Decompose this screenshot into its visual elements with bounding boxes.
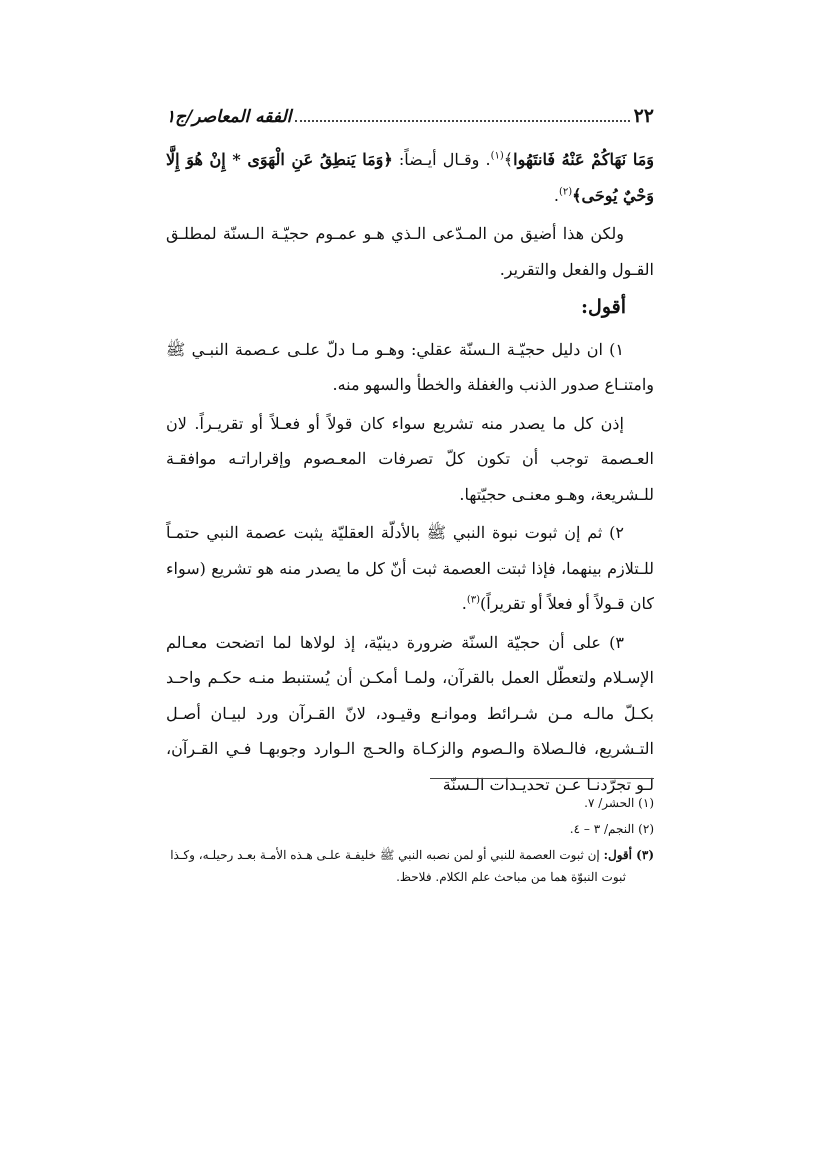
paragraph-quran-quote bbox=[166, 142, 654, 213]
running-title: الفقه المعاصر/ج١ bbox=[166, 107, 292, 127]
footnote-1: (١) الحشر/ ٧. bbox=[584, 796, 654, 810]
footnote-3-label: (٣) أقول: bbox=[603, 848, 654, 862]
paragraph-2: ولكن هذا أضيق من المـدّعى الـذي هـو عمـوم حجيّـة الـسنّة لمطلـق القـول والفعل والتقرير. bbox=[166, 224, 654, 279]
footnote-3-text: إن ثبوت العصمة للنبي أو لمن نصبه النبي ﷺ خليفـة علـى هـذه الأمـة بعـد رحيلـه، وكـذا bbox=[170, 848, 604, 862]
footnote-2: (٢) النجم/ ٣ – ٤. bbox=[569, 822, 654, 836]
paragraph-point-2 bbox=[166, 515, 654, 622]
footnote-ref-3: (٣) bbox=[466, 594, 480, 606]
quran-verse-b: ﴿وَمَا يَنطِقُ عَنِ الْهَوَى * إِنْ هُوَ إِلَّا وَحْيٌ يُوحَى﴾ bbox=[166, 150, 654, 205]
footnote-separator bbox=[430, 778, 654, 779]
footnote-ref-2: (٢) bbox=[558, 186, 573, 198]
footnote-3 bbox=[166, 844, 654, 888]
quote-connector: . وقـال أيـضاً: bbox=[392, 150, 491, 169]
page-header bbox=[166, 98, 654, 126]
footnote-ref-1: (١) bbox=[490, 150, 504, 162]
point-2-text: ٢) ثم إن ثبوت نبوة النبي ﷺ بالأدلّة العقليّة يثبت عصمة النبي حتمـاً للـتلازم بينهما، فإذا ثبتت العصمة ثبت أنّ كل ما يصدر منه هو تشريع (سواء كان قـولاً أو فعلاً أو تقريراً) bbox=[166, 523, 654, 613]
footnote-3-continuation: ثبوت النبوّة هما من مباحث علم الكلام. فلاحظ. bbox=[396, 870, 626, 884]
quran-bracket-close: ﴾ bbox=[503, 150, 514, 169]
header-leader-dots bbox=[295, 120, 629, 122]
paragraph-point-3: ٣) على أن حجيّة السنّة ضرورة دينيّة، إذ لولاها لما اتضحت معـالم الإسـلام ولتعطّل العمل بالقرآن، ولمـا أمكـن أن يُستنبط منـه حكـم واحـد بكـلّ مالـه مـن شـرائط وموانـع وقيـود، لانّ القـرآن ورد لبيـان أصـل التـشريع، فالـصلاة والـصوم والزكـاة والحـج الـوارد وجوبهـا فـي القـرآن، لـو تجرّدنـا عـن تحديـدات الـسنّة bbox=[166, 632, 654, 794]
main-text bbox=[166, 142, 654, 805]
section-heading: أقول: bbox=[581, 296, 626, 318]
paragraph-point-1: ١) ان دليل حجيّـة الـسنّة عقلي: وهـو مـا دلّ علـى عـصمة النبـي ﷺ وامتنـاع صدور الذنب والغفلة والخطأ والسهو منه. bbox=[166, 339, 654, 394]
point-2-end: . bbox=[461, 594, 467, 613]
paragraph-4: إذن كل ما يصدر منه تشريع سواء كان قولاً أو فعـلاً أو تقريـراً. لان العـصمة توجب أن تكون كلّ تصرفات المعـصوم وإقراراتـه موافقـة للـشريعة، وهـو معنـى حجيّتها. bbox=[166, 413, 654, 504]
quote-end: . bbox=[553, 185, 559, 205]
quran-verse-a: وَمَا نَهَاكُمْ عَنْهُ فَانتَهُوا bbox=[513, 150, 654, 169]
footnotes bbox=[166, 792, 654, 892]
page-number: ٢٢ bbox=[633, 105, 654, 127]
